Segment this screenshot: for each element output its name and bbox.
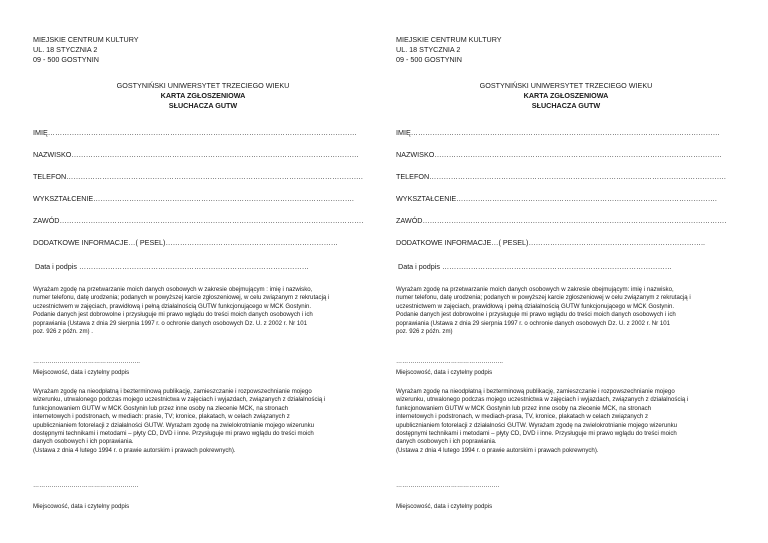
field-first-name[interactable]: IMIĘ………………………………………………………………………………………………………………… [396,128,720,137]
consent-image-publication: Wyrażam zgodę na nieodpłatną i bezterminową publikację, zamieszczanie i rozpowszechnianie mojego wizerunku, utrwalonego podczas mojego uczestnictwa w zajęciach i wyjazdach, związanych z działalnością i funkcjonowaniem GUTW w MCK Gostynin lub przez inne osoby na zlecenie MCK, na stronach internetowych i podstronach, w mediach-prasa, TV, kronice, plakatach w celach związanych z upublicznianiem fotorelacji z działalności GUTW. Wyrażam zgodę na zwielokrotnianie mojego wizerunku dostępnymi technikami i metodami – płyty CD, DVD i inne. Przysługuje mi prawo wglądu do treści moich danych osobowych i ich poprawiania. (Ustawa z dnia 4 lutego 1994 r. o prawie autorskim i prawach pokrewnych). [396,388,689,454]
field-profession[interactable]: ZAWÓD………………………………………………………………………………………………………………. [396,216,727,225]
signature-label-1: Miejscowość, data i czytelny podpis [396,369,493,376]
signature-label-2: Miejscowość, data i czytelny podpis [33,503,130,510]
field-date-signature[interactable]: Data i podpis …………………………………………………………………………………… [35,262,309,271]
institution-name: MIEJSKIE CENTRUM KULTURY [396,35,502,44]
signature-line-2[interactable]: …………………………………………… [396,482,500,489]
field-phone[interactable]: TELEFON……………………………………………………………………………………………………………. [33,172,363,181]
signature-label-1: Miejscowość, data i czytelny podpis [33,369,130,376]
form-subtitle: SŁUCHACZA GUTW [168,101,238,110]
university-title: GOSTYNIŃSKI UNIWERSYTET TRZECIEGO WIEKU [479,81,653,90]
institution-city: 09 - 500 GOSTYNIN [396,55,462,64]
institution-street: UL. 18 STYCZNIA 2 [396,45,461,54]
signature-line-1[interactable]: …………………………………………….. [396,358,503,365]
form-left [33,0,393,543]
form-title: KARTA ZGŁOSZENIOWA [160,91,246,100]
field-phone[interactable]: TELEFON……………………………………………………………………………………………………………. [396,172,726,181]
consent-data-processing: Wyrażam zgodę na przetwarzanie moich danych osobowych w zakresie obejmującym : imię i nazwisko, numer telefonu, datę urodzenia; podanych w powyższej karcie zgłoszeniowej, w celu związanym z rekrutacją i uczestnictwem w zajęciach, prawidłową i pełną działalnością GUTW funkcjonującego w MCK Gostynin. Podanie danych jest dobrowolne i przysługuje mi prawo wglądu do treści moich danych osobowych i ich poprawiania (Ustawa z dnia 29 sierpnia 1997 r. o ochronie danych osobowych Dz. U. z 2002 r. Nr 101 poz. 926 z późn. zm) . [33,286,330,336]
field-first-name[interactable]: IMIĘ………………………………………………………………………………………………………………… [33,128,357,137]
field-additional-info[interactable]: DODATKOWE INFORMACJE…( PESEL)……………………………………………………………… [33,238,338,247]
university-title: GOSTYNIŃSKI UNIWERSYTET TRZECIEGO WIEKU [116,81,290,90]
field-surname[interactable]: NAZWISKO………………………………………………………………………………………………………… [396,150,722,159]
institution-street: UL. 18 STYCZNIA 2 [33,45,98,54]
institution-name: MIEJSKIE CENTRUM KULTURY [33,35,139,44]
signature-label-2: Miejscowość, data i czytelny podpis [396,503,493,510]
field-date-signature[interactable]: Data i podpis …………………………………………………………………………………… [398,262,672,271]
field-education[interactable]: WYKSZTAŁCENIE………………………………………………………………………………………………. [396,194,717,203]
consent-image-publication: Wyrażam zgodę na nieodpłatną i bezterminową publikację, zamieszczanie i rozpowszechnianie mojego wizerunku, utrwalonego podczas mojego uczestnictwa w zajęciach i wyjazdach, związanych z działalnością i funkcjonowaniem GUTW w MCK Gostynin lub przez inne osoby na zlecenie MCK, na stronach internetowych i podstronach, w mediach: prasie, TV; kronice, plakatach, w celach związanych z upublicznianiem fotorelacji z działalności GUTW. Wyrażam zgodę na zwielokrotnianie mojego wizerunku dostępnymi technikami i metodami – płyty CD, DVD i inne. Przysługuje mi prawo wglądu do treści moich danych osobowych i ich poprawiania. (Ustawa z dnia 4 lutego 1994 r. o prawie autorskim i prawach pokrewnych). [33,388,326,454]
field-surname[interactable]: NAZWISKO………………………………………………………………………………………………………… [33,150,359,159]
consent-data-processing: Wyrażam zgodę na przetwarzanie moich danych osobowych w zakresie obejmującym: imię i nazwisko, numer telefonu, datę urodzenia; podanych w powyższej karcie zgłoszeniowej w celu związanym z rekrutacją i uczestnictwem w zajęciach, prawidłową i pełną działalnością GUTW funkcjonującego w MCK Gostynin. Podanie danych jest dobrowolne i przysługuje mi prawo wglądu do treści moich danych osobowych i ich poprawiania (Ustawa z dnia 29 sierpnia 1997 r. o ochronie danych osobowych Dz. U. z 2002 r. Nr 101 poz. 926 z późn. zm) [396,286,691,336]
signature-line-1[interactable]: …………………………………………….. [33,358,140,365]
institution-city: 09 - 500 GOSTYNIN [33,55,99,64]
form-title: KARTA ZGŁOSZENIOWA [523,91,609,100]
field-education[interactable]: WYKSZTAŁCENIE………………………………………………………………………………………………. [33,194,354,203]
field-additional-info[interactable]: DODATKOWE INFORMACJE…( PESEL)……………………………………………………………….. [396,238,705,247]
form-subtitle: SŁUCHACZA GUTW [531,101,601,110]
field-profession[interactable]: ZAWÓD………………………………………………………………………………………………………………. [33,216,364,225]
form-right [396,0,756,543]
signature-line-2[interactable]: ……………………………………………. [33,482,139,489]
